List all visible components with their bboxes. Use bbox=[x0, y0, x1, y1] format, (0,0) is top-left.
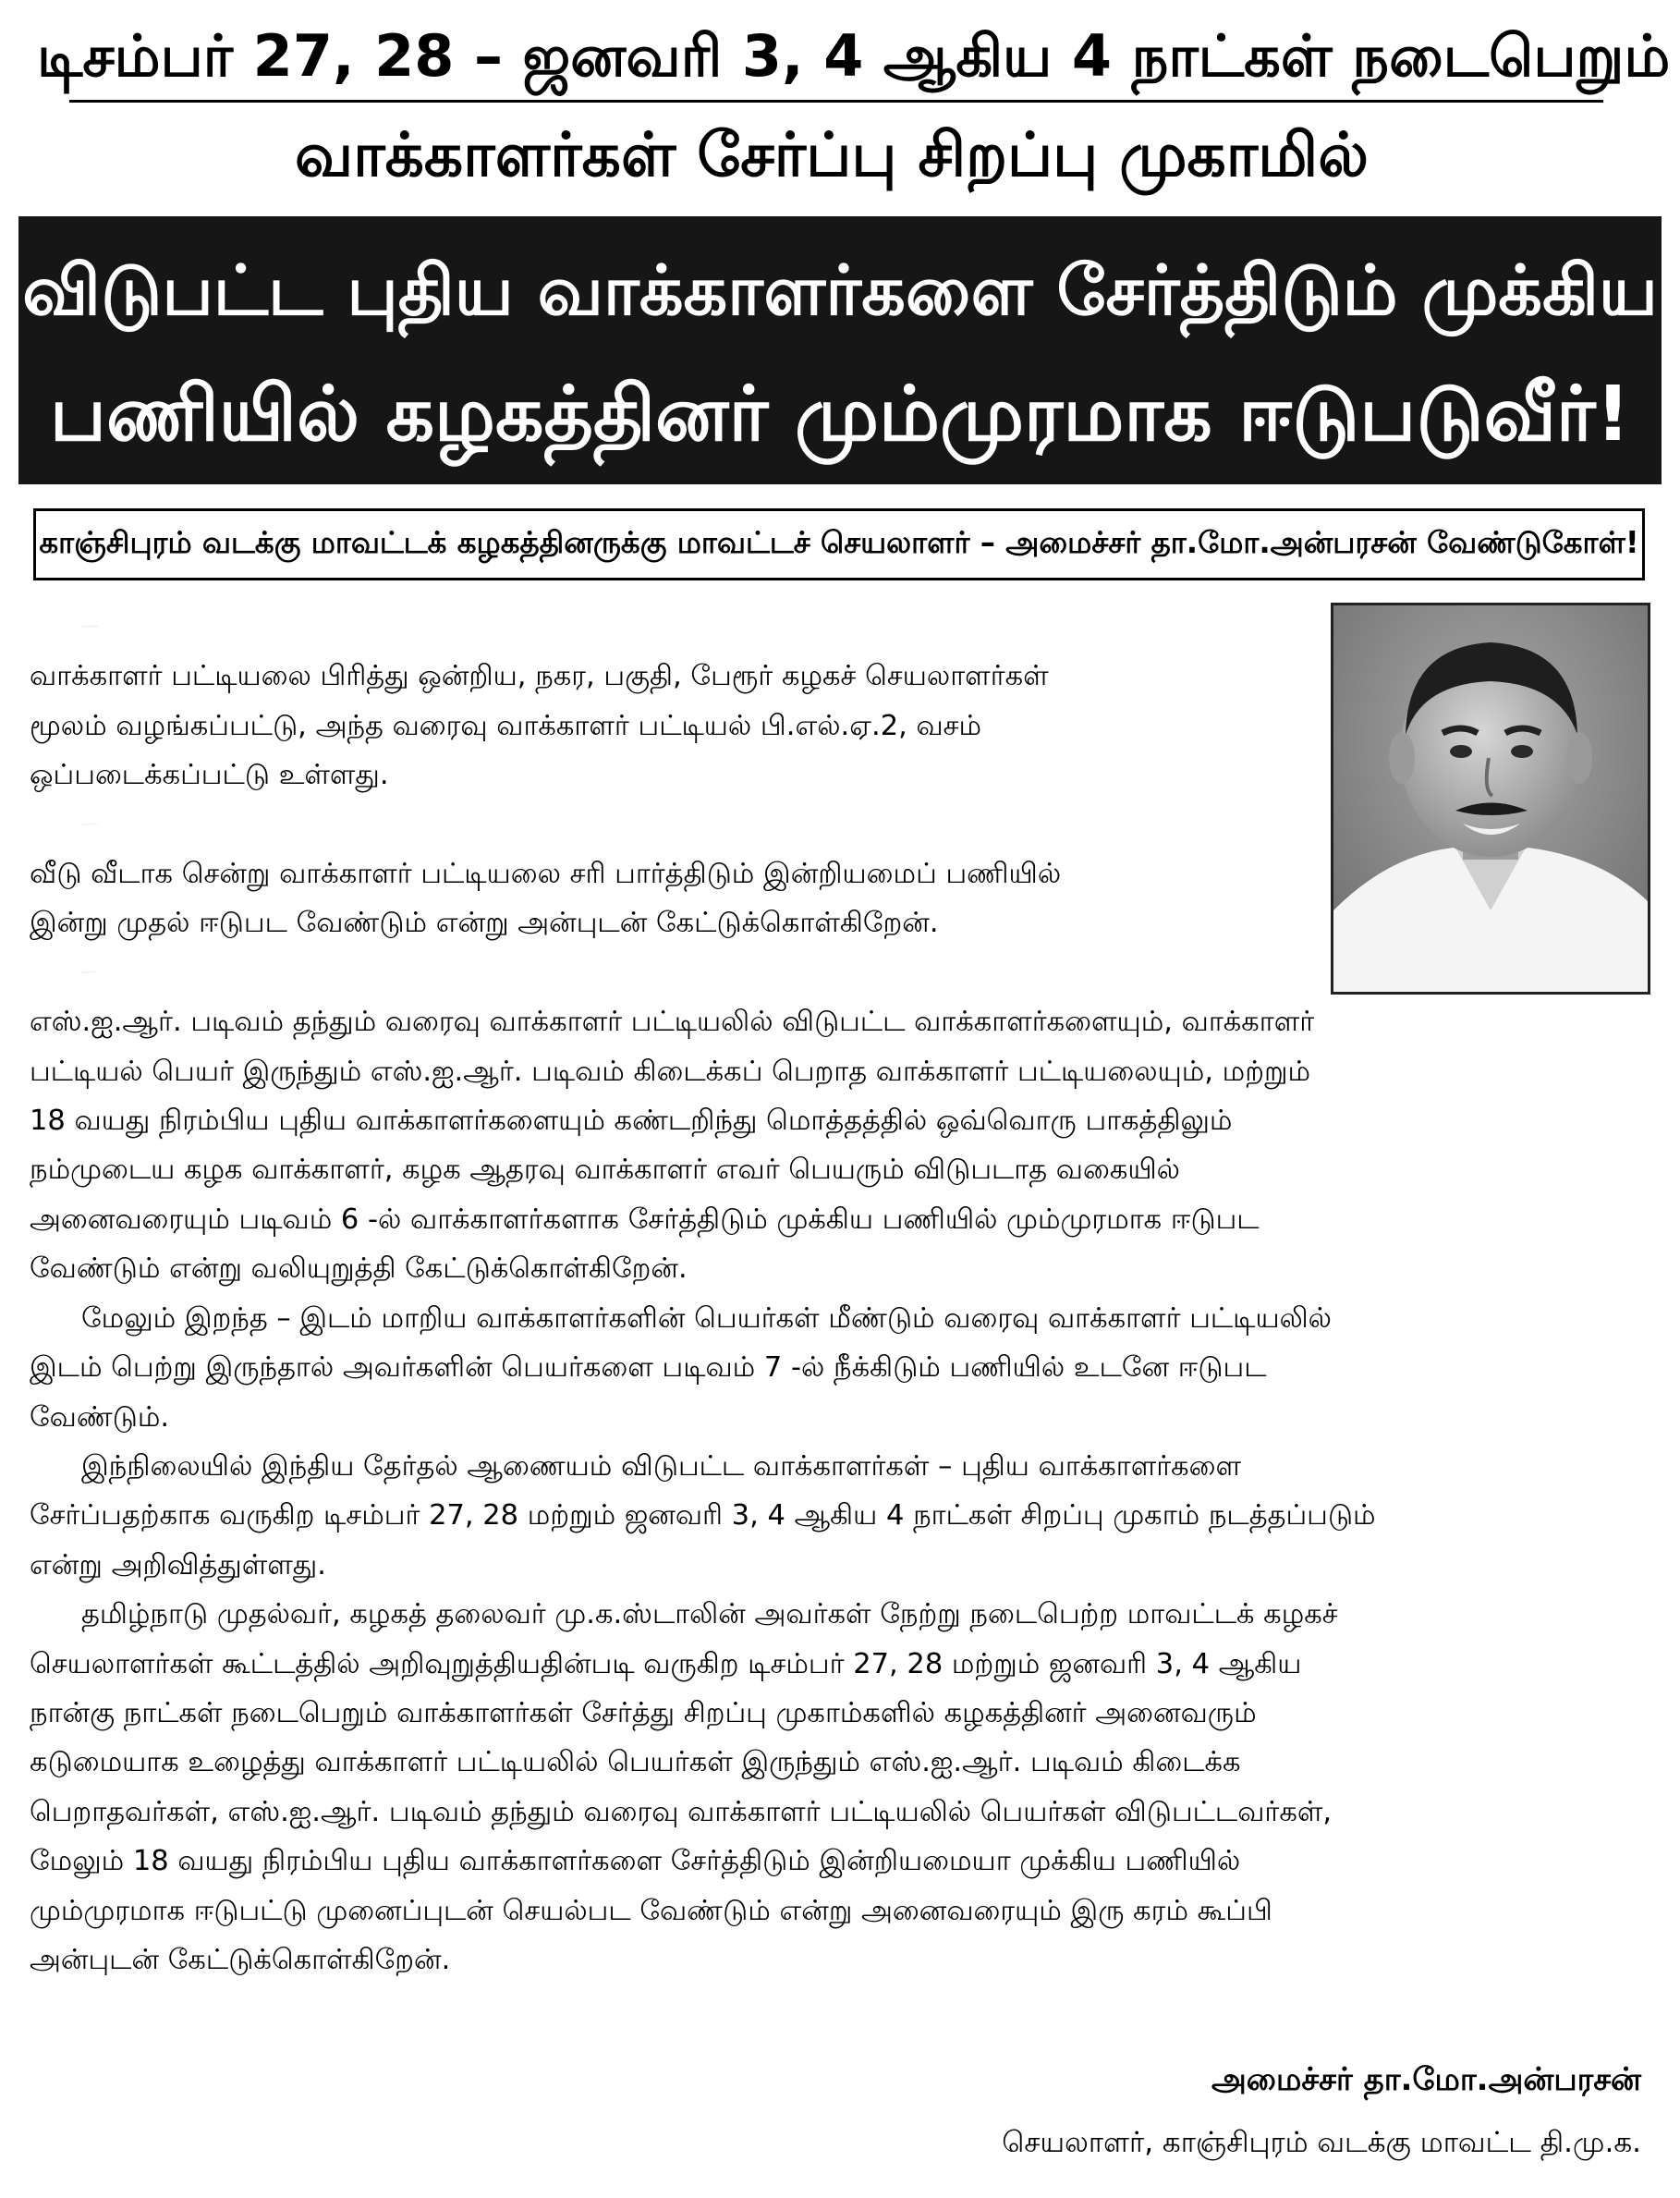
text-line: வேண்டும் என்று வலியுறுத்தி கேட்டுக்கொள்கிறேன். bbox=[30, 1252, 688, 1286]
text-line: வேண்டும். bbox=[30, 1400, 170, 1434]
dates-headline: டிசம்பர் 27, 28 – ஜனவரி 3, 4 ஆகிய 4 நாட்கள் நடைபெறும் bbox=[37, 22, 1671, 90]
subheading-text: காஞ்சிபுரம் வடக்கு மாவட்டக் கழகத்தினருக்கு மாவட்டச் செயலாளர் – அமைச்சர் தா.மோ.அன்பரசன் வேண்டுகோள்! bbox=[39, 524, 1639, 560]
text-line: எஸ்.ஐ.ஆர். படிவம் தந்தும் வரைவு வாக்காளர் பட்டியலில் விடுபட்ட வாக்காளர்களையும், வாக்காளர் bbox=[30, 1006, 1315, 1039]
text-line: நான்கு நாட்கள் நடைபெறும் வாக்காளர்கள் சேர்த்து சிறப்பு முகாம்களில் கழகத்தினர் அனைவரும் bbox=[30, 1696, 1257, 1729]
paragraph-2 bbox=[30, 800, 1649, 948]
text-line: சேர்ப்பதற்காக வருகிற டிசம்பர் 27, 28 மற்றும் ஜனவரி 3, 4 ஆகிய 4 நாட்கள் சிறப்பு முகாம் நடத்தப்படும் bbox=[30, 1499, 1376, 1532]
paragraph-1 bbox=[30, 603, 1649, 800]
text-line: அன்புடன் கேட்டுக்கொள்கிறேன். bbox=[30, 1943, 451, 1976]
text-line: ஒப்படைக்கப்பட்டு உள்ளது. bbox=[30, 759, 389, 792]
text-line: இன்று முதல் ஈடுபட வேண்டும் என்று அன்புடன் கேட்டுக்கொள்கிறேன். bbox=[30, 907, 939, 940]
headline-divider bbox=[69, 100, 1603, 103]
article-body bbox=[30, 603, 1649, 1984]
signatory-designation: செயலாளர், காஞ்சிபுரம் வடக்கு மாவட்ட தி.மு.க. bbox=[1002, 2126, 1641, 2159]
banner-line-1: விடுபட்ட புதிய வாக்காளர்களை சேர்த்திடும் முக்கிய bbox=[22, 250, 1658, 331]
banner-line-2: பணியில் கழகத்தினர் மும்முரமாக ஈடுபடுவீர்! bbox=[49, 371, 1631, 458]
text-line: மேலும் இறந்த – இடம் மாறிய வாக்காளர்களின் பெயர்கள் மீண்டும் வரைவு வாக்காளர் பட்டியலில் bbox=[81, 1301, 1332, 1335]
text-line bbox=[30, 948, 1347, 997]
text-line bbox=[30, 800, 1347, 849]
text-line: கடுமையாக உழைத்து வாக்காளர் பட்டியலில் பெயர்கள் இருந்தும் எஸ்.ஐ.ஆர். படிவம் கிடைக்க bbox=[30, 1746, 1241, 1779]
text-line bbox=[30, 603, 1347, 652]
text-line: என்று அறிவித்துள்ளது. bbox=[30, 1548, 326, 1581]
text-line: செயலாளர்கள் கூட்டத்தில் அறிவுறுத்தியதின்படி வருகிற டிசம்பர் 27, 28 மற்றும் ஜனவரி 3, 4 ஆகிய bbox=[30, 1647, 1302, 1680]
text-line: வாக்காளர் பட்டியலை பிரித்து ஒன்றிய, நகர, பகுதி, பேரூர் கழகச் செயலாளர்கள் bbox=[30, 660, 1049, 693]
text-line: தமிழ்நாடு முதல்வர், கழகத் தலைவர் மு.க.ஸ்டாலின் அவர்கள் நேற்று நடைபெற்ற மாவட்டக் கழகச் bbox=[81, 1598, 1338, 1631]
paragraph-4 bbox=[30, 1294, 1649, 1442]
text-line: மூலம் வழங்கப்பட்டு, அந்த வரைவு வாக்காளர் பட்டியல் பி.எல்.ஏ.2, வசம் bbox=[30, 709, 982, 742]
main-banner bbox=[18, 216, 1662, 484]
text-line: வீடு வீடாக சென்று வாக்காளர் பட்டியலை சரி பார்த்திடும் இன்றியமைப் பணியில் bbox=[30, 858, 1062, 891]
signatory-name: அமைச்சர் தா.மோ.அன்பரசன் bbox=[1211, 2061, 1641, 2098]
paragraph-3 bbox=[30, 948, 1649, 1294]
text-line: இடம் பெற்று இருந்தால் அவர்களின் பெயர்களை படிவம் 7 -ல் நீக்கிடும் பணியில் உடனே ஈடுபட bbox=[30, 1351, 1267, 1385]
text-line: பெறாதவர்கள், எஸ்.ஐ.ஆர். படிவம் தந்தும் வரைவு வாக்காளர் பட்டியலில் பெயர்கள் விடுபட்டவர்கள், bbox=[30, 1795, 1333, 1828]
appeal-subheading bbox=[33, 508, 1645, 580]
text-line: மேலும் 18 வயது நிரம்பிய புதிய வாக்காளர்களை சேர்த்திடும் இன்றியமையா முக்கிய பணியில் bbox=[30, 1845, 1241, 1878]
text-line: மும்முரமாக ஈடுபட்டு முனைப்புடன் செயல்பட வேண்டும் என்று அனைவரையும் இரு கரம் கூப்பி bbox=[30, 1894, 1272, 1927]
camp-headline: வாக்காளர்கள் சேர்ப்பு சிறப்பு முகாமில் bbox=[295, 119, 1369, 190]
text-line: நம்முடைய கழக வாக்காளர், கழக ஆதரவு வாக்காளர் எவர் பெயரும் விடுபடாத வகையில் bbox=[30, 1154, 1180, 1187]
text-line: அனைவரையும் படிவம் 6 -ல் வாக்காளர்களாக சேர்த்திடும் முக்கிய பணியில் மும்முரமாக ஈடுபட bbox=[30, 1203, 1260, 1236]
text-line: இந்நிலையில் இந்திய தேர்தல் ஆணையம் விடுபட்ட வாக்காளர்கள் – புதிய வாக்காளர்களை bbox=[81, 1449, 1242, 1483]
paragraph-6 bbox=[30, 1590, 1649, 1984]
text-line: 18 வயது நிரம்பிய புதிய வாக்காளர்களையும் கண்டறிந்து மொத்தத்தில் ஒவ்வொரு பாகத்திலும் bbox=[30, 1105, 1233, 1138]
paragraph-5 bbox=[30, 1442, 1649, 1590]
text-line: பட்டியல் பெயர் இருந்தும் எஸ்.ஐ.ஆர். படிவம் கிடைக்கப் பெறாத வாக்காளர் பட்டியலையும், மற்றும் bbox=[30, 1055, 1311, 1088]
